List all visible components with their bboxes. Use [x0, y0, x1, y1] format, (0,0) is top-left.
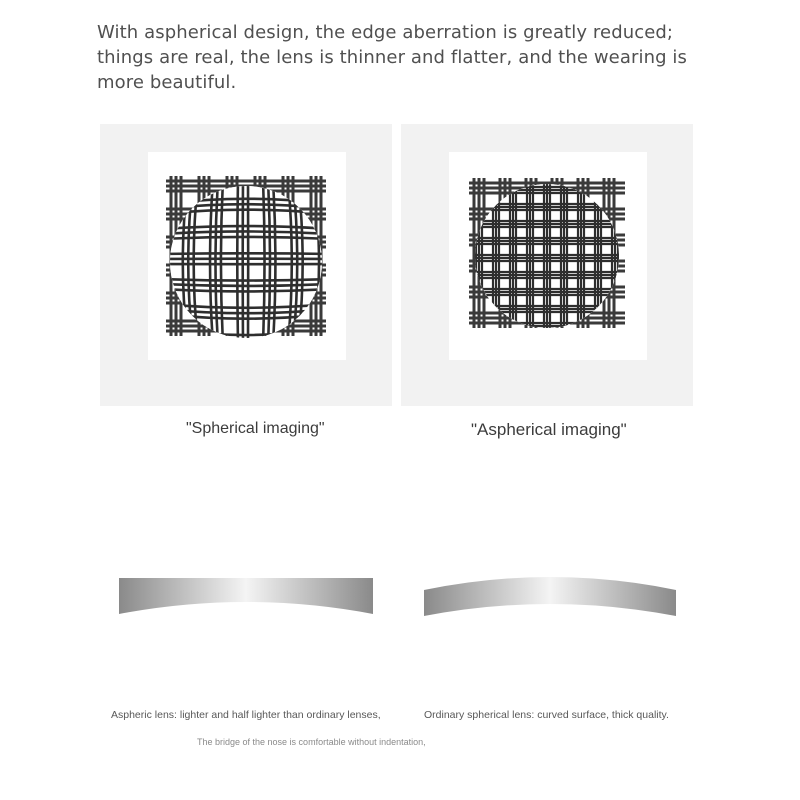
aspherical-imaging-panel: [401, 124, 693, 406]
spherical-imaging-caption: "Spherical imaging": [186, 420, 325, 437]
spherical-lens-profile: [420, 570, 680, 618]
spherical-imaging-panel: [100, 124, 392, 406]
spherical-grid-illustration: [100, 124, 392, 406]
headline-text: With aspherical design, the edge aberration is greatly reduced; things are real, the lens is thinner and flatter, and the wearing is more beautiful.: [97, 22, 688, 93]
aspheric-lens-profile: [117, 576, 375, 616]
nose-bridge-note: The bridge of the nose is comfortable without indentation,: [197, 737, 426, 747]
aspheric-lens-note: Aspheric lens: lighter and half lighter than ordinary lenses,: [111, 709, 381, 721]
aspherical-grid-illustration: [401, 124, 693, 406]
aspherical-imaging-caption: "Aspherical imaging": [471, 420, 627, 439]
spherical-lens-note: Ordinary spherical lens: curved surface, thick quality.: [424, 709, 669, 721]
